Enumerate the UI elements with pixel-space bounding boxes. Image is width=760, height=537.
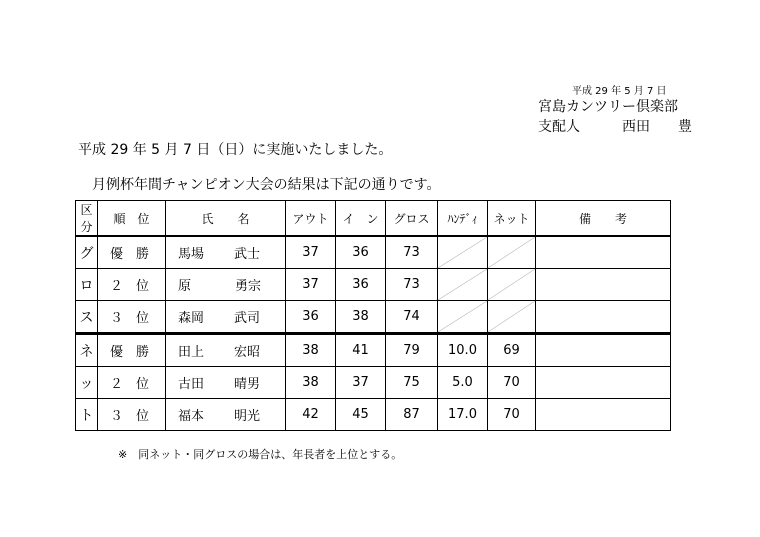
diagonal-slash — [438, 269, 487, 300]
in-cell: 37 — [336, 367, 386, 399]
intro-text: 平成 29 年 5 月 7 日（日）に実施いたしました。 — [78, 142, 393, 158]
table-row — [76, 334, 671, 367]
surname: 田上 — [178, 345, 205, 360]
remarks-cell — [536, 399, 671, 431]
rank-cell: 優 勝 — [98, 236, 166, 269]
header-name: 氏 名 — [166, 201, 286, 237]
header-row — [76, 201, 671, 237]
remarks-cell — [536, 334, 671, 367]
header-category: 区分 — [76, 201, 98, 237]
handicap-cell: 10.0 — [438, 334, 488, 367]
gross-section — [76, 236, 671, 334]
table-row — [76, 236, 671, 269]
given-name: 勇宗 — [235, 279, 262, 294]
manager-line — [538, 116, 702, 136]
gross-cell: 73 — [386, 236, 438, 269]
name-cell — [166, 334, 286, 367]
header-in: イ ン — [336, 201, 386, 237]
footnote: ※ 同ネット・同グロスの場合は、年長者を上位とする。 — [118, 448, 403, 461]
handicap-empty-cell — [438, 236, 488, 269]
handicap-cell: 17.0 — [438, 399, 488, 431]
name-cell — [166, 269, 286, 301]
surname: 古田 — [178, 377, 205, 392]
lead-text: 月例杯年間チャンピオン大会の結果は下記の通りです。 — [92, 177, 441, 193]
rank-cell: ２ 位 — [98, 269, 166, 301]
table-row — [76, 269, 671, 301]
document-date: 平成 29 年 5 月 7 日 — [572, 86, 667, 97]
surname: 馬場 — [178, 247, 205, 262]
header-gross: グロス — [386, 201, 438, 237]
category-char: ト — [76, 399, 98, 431]
surname: 森岡 — [178, 311, 205, 326]
rank-cell: ３ 位 — [98, 301, 166, 334]
name-cell — [166, 301, 286, 334]
category-char: ネ — [76, 334, 98, 367]
handicap-empty-cell — [438, 301, 488, 334]
gross-cell: 74 — [386, 301, 438, 334]
out-cell: 36 — [286, 301, 336, 334]
given-name: 武士 — [234, 247, 261, 262]
name-cell — [166, 236, 286, 269]
table-row — [76, 367, 671, 399]
out-cell: 38 — [286, 334, 336, 367]
table-row — [76, 301, 671, 334]
name-cell — [166, 367, 286, 399]
diagonal-slash — [488, 237, 535, 268]
category-char: グ — [76, 236, 98, 269]
manager-title: 支配人 — [538, 119, 580, 135]
in-cell: 38 — [336, 301, 386, 334]
header-out: アウト — [286, 201, 336, 237]
rank-cell: ３ 位 — [98, 399, 166, 431]
given-name: 武司 — [234, 311, 261, 326]
gross-cell: 75 — [386, 367, 438, 399]
header-net: ネット — [488, 201, 536, 237]
diagonal-slash — [488, 269, 535, 300]
diagonal-slash — [438, 237, 487, 268]
out-cell: 38 — [286, 367, 336, 399]
name-cell — [166, 399, 286, 431]
handicap-empty-cell — [438, 269, 488, 301]
out-cell: 37 — [286, 269, 336, 301]
header-rank: 順 位 — [98, 201, 166, 237]
net-cell: 70 — [488, 367, 536, 399]
net-cell: 69 — [488, 334, 536, 367]
surname: 原 — [178, 279, 192, 294]
category-char: ッ — [76, 367, 98, 399]
remarks-cell — [536, 236, 671, 269]
table-row — [76, 399, 671, 431]
gross-cell: 79 — [386, 334, 438, 367]
club-name: 宮島カンツリー倶楽部 — [538, 99, 678, 115]
in-cell: 36 — [336, 236, 386, 269]
category-char: ロ — [76, 269, 98, 301]
rank-cell: ２ 位 — [98, 367, 166, 399]
given-name: 晴男 — [234, 377, 261, 392]
net-cell: 70 — [488, 399, 536, 431]
given-name: 宏昭 — [234, 345, 261, 360]
category-char: ス — [76, 301, 98, 334]
in-cell: 41 — [336, 334, 386, 367]
net-empty-cell — [488, 236, 536, 269]
handicap-cell: 5.0 — [438, 367, 488, 399]
remarks-cell — [536, 269, 671, 301]
net-empty-cell — [488, 269, 536, 301]
surname: 福本 — [178, 409, 205, 424]
net-empty-cell — [488, 301, 536, 334]
out-cell: 42 — [286, 399, 336, 431]
given-name: 明光 — [234, 409, 261, 424]
manager-name: 西田 豊 — [622, 119, 692, 135]
in-cell: 45 — [336, 399, 386, 431]
remarks-cell — [536, 301, 671, 334]
diagonal-slash — [488, 301, 535, 332]
in-cell: 36 — [336, 269, 386, 301]
results-table — [75, 200, 671, 431]
header-handicap: ﾊﾝﾃﾞｨ — [438, 201, 488, 237]
diagonal-slash — [438, 301, 487, 332]
gross-cell: 87 — [386, 399, 438, 431]
net-section — [76, 334, 671, 431]
gross-cell: 73 — [386, 269, 438, 301]
header-remarks: 備 考 — [536, 201, 671, 237]
out-cell: 37 — [286, 236, 336, 269]
remarks-cell — [536, 367, 671, 399]
rank-cell: 優 勝 — [98, 334, 166, 367]
